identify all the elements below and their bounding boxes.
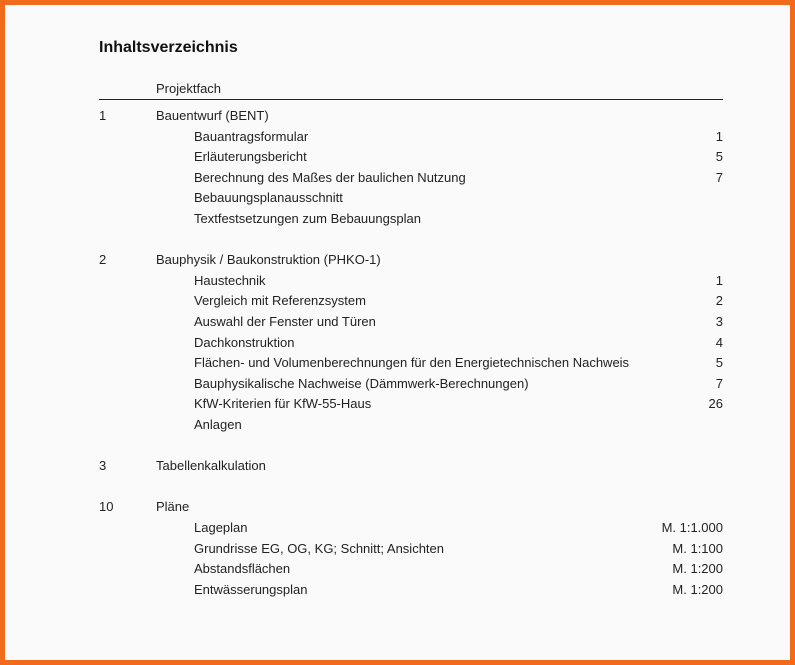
section-number: 3 — [99, 458, 107, 474]
toc-section — [5, 497, 790, 517]
toc-entry — [5, 580, 790, 600]
section-title: Tabellenkalkulation — [156, 458, 266, 474]
toc-entry — [5, 518, 790, 538]
toc-entry — [5, 353, 790, 373]
document-page — [5, 5, 790, 660]
section-number: 2 — [99, 252, 107, 268]
toc-entry — [5, 188, 790, 208]
page-title: Inhaltsverzeichnis — [99, 39, 238, 56]
entry-page: M. 1:100 — [672, 540, 723, 556]
entry-page: 3 — [715, 314, 723, 329]
toc-section — [5, 250, 790, 270]
toc-entry — [5, 394, 790, 414]
entry-page: 1 — [715, 128, 723, 144]
entry-label: Anlagen — [194, 417, 242, 432]
toc-entry — [5, 374, 790, 394]
section-number: 10 — [99, 499, 114, 515]
entry-page: 2 — [715, 293, 723, 309]
section-number: 1 — [99, 108, 107, 123]
toc-entry — [5, 559, 790, 579]
subject-label: Projektfach — [156, 81, 222, 96]
toc-entry — [5, 271, 790, 291]
toc-entry — [5, 539, 790, 559]
entry-label: Vergleich mit Referenzsystem — [194, 293, 366, 309]
entry-page: 5 — [715, 355, 723, 371]
entry-label: KfW-Kriterien für KfW-55-Haus — [194, 396, 372, 412]
header-rule — [99, 99, 723, 100]
toc-entry — [5, 209, 790, 229]
section-title: Bauentwurf (BENT) — [156, 108, 269, 123]
entry-page: M. 1:200 — [672, 561, 723, 577]
entry-page: 26 — [708, 396, 723, 412]
section-title: Pläne — [156, 499, 190, 515]
toc-entry — [5, 312, 790, 332]
toc-entry — [5, 333, 790, 353]
entry-page: 7 — [715, 375, 723, 391]
entry-label: Bauphysikalische Nachweise (Dämmwerk-Berechnungen) — [194, 375, 529, 391]
entry-label: Haustechnik — [194, 272, 266, 288]
entry-page: 4 — [715, 334, 723, 350]
entry-label: Berechnung des Maßes der baulichen Nutzung — [194, 169, 466, 185]
entry-label: Grundrisse EG, OG, KG; Schnitt; Ansichten — [194, 540, 444, 556]
toc-section — [5, 106, 790, 126]
entry-label: Bebauungsplanausschnitt — [194, 190, 343, 206]
toc-entry — [5, 291, 790, 311]
entry-page: 1 — [715, 272, 723, 288]
toc-entry — [5, 127, 790, 147]
toc-entry — [5, 415, 790, 435]
toc-entry — [5, 147, 790, 167]
toc-section — [5, 456, 790, 476]
entry-label: Lageplan — [194, 520, 248, 535]
section-title: Bauphysik / Baukonstruktion (PHKO-1) — [156, 252, 381, 268]
entry-label: Flächen- und Volumenberechnungen für den Energietechnischen Nachweis — [194, 355, 630, 371]
entry-page: 7 — [715, 169, 723, 185]
entry-page: 5 — [715, 149, 723, 165]
entry-label: Entwässerungsplan — [194, 581, 308, 597]
entry-label: Auswahl der Fenster und Türen — [194, 314, 376, 329]
entry-page: M. 1:1.000 — [661, 520, 723, 535]
entry-label: Dachkonstruktion — [194, 334, 295, 350]
entry-page: M. 1:200 — [672, 581, 723, 597]
entry-label: Erläuterungsbericht — [194, 149, 307, 165]
toc-entry — [5, 168, 790, 188]
entry-label: Abstandsflächen — [194, 561, 291, 577]
entry-label: Textfestsetzungen zum Bebauungsplan — [194, 211, 421, 226]
entry-label: Bauantragsformular — [194, 128, 309, 144]
